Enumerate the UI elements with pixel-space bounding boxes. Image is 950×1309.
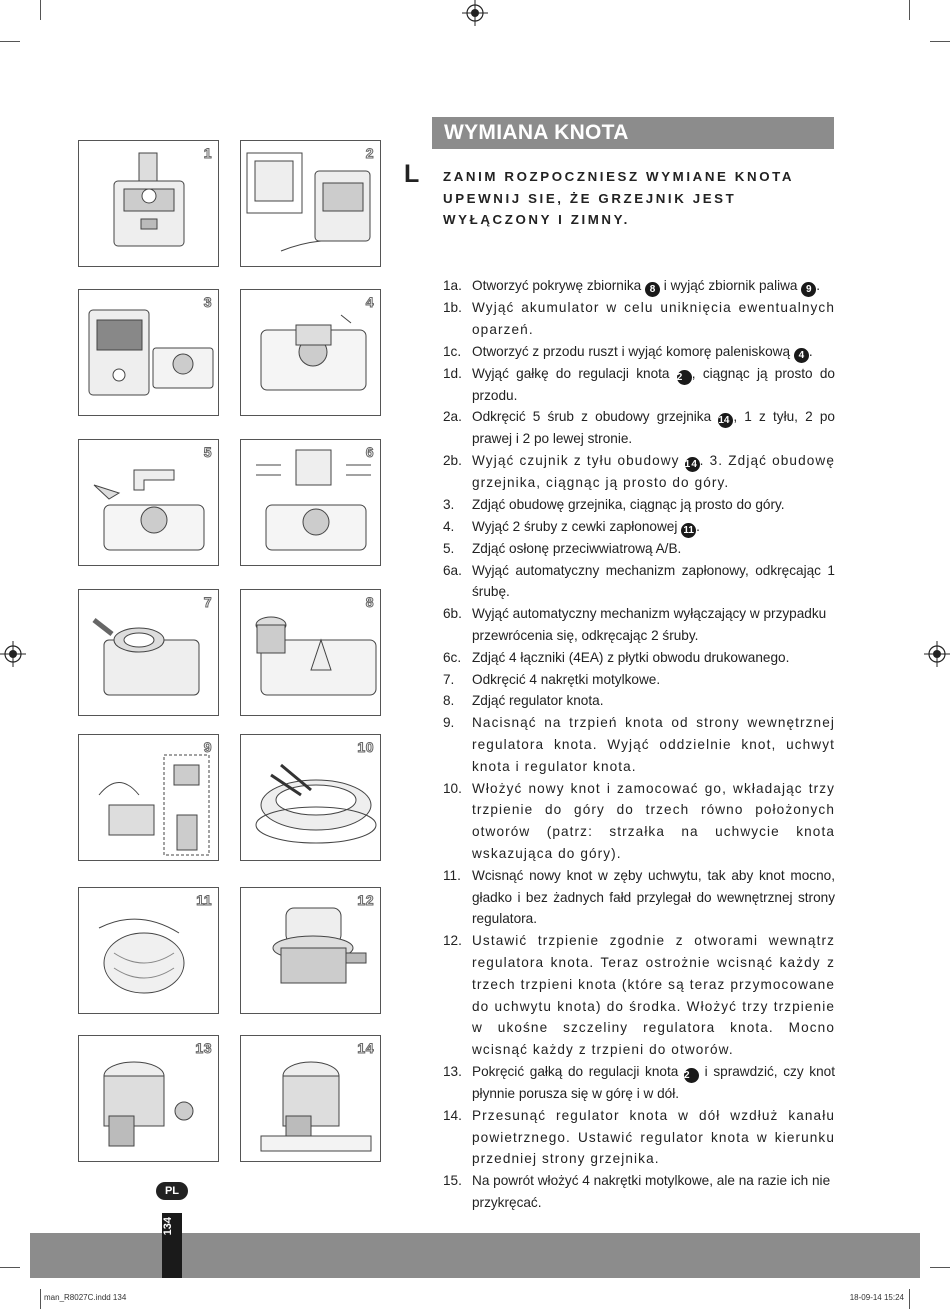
step-text-part: . (816, 278, 821, 293)
step-text-part: Wyjąć automatyczny mechanizm wyłączający w przypadku przewrócenia się, odkręcając 2 śruby. (472, 606, 827, 643)
step-item (443, 275, 835, 297)
step-number: 6a. (443, 562, 462, 578)
step-text-part: Odkręcić 5 śrub z obudowy grzejnika (472, 409, 719, 425)
crop-mark (930, 41, 950, 42)
step-text-part: Wyjąć czujnik z tyłu obudowy (472, 453, 685, 469)
step-text (472, 1105, 835, 1170)
heater-illustration-icon (79, 590, 219, 716)
language-badge: PL (156, 1182, 188, 1200)
component-number-badge: 4 (794, 348, 809, 363)
figure-number: 12 (357, 892, 374, 908)
step-text-part: Wyjąć automatyczny mechanizm zapłonowy, odkręcając 1 śrubę. (472, 562, 835, 600)
figure-panel (240, 734, 381, 861)
warning-text (443, 166, 838, 231)
step-number: 10. (443, 780, 462, 796)
file-slug: man_R8027C.indd 134 (44, 1293, 127, 1302)
figure-number: 14 (357, 1040, 374, 1056)
step-item (443, 1105, 835, 1170)
component-number-badge: 11 (681, 523, 696, 538)
step-text (472, 930, 835, 1061)
component-number-badge: 14 (684, 459, 698, 471)
step-text-part: i sprawdzić, czy knot płynnie porusza się w górę i w dół. (472, 1063, 835, 1101)
step-item (443, 690, 835, 712)
step-number: 1a. (443, 278, 462, 293)
step-item (443, 1170, 835, 1214)
registration-mark-icon (462, 0, 488, 26)
step-item (443, 778, 835, 865)
step-text-part: . 3. Zdjąć obudowę grzejnika, ciągnąc ją prosto do góry. (472, 453, 835, 491)
step-number: 14. (443, 1107, 462, 1123)
step-text (472, 341, 835, 363)
figure-number: 9 (203, 739, 212, 755)
step-text-part: Ustawić trzpienie zgodnie z otworami wewnątrz regulatora knota. Teraz ostrożnie wcisnąć każdy z trzech trzpieni knota (które są teraz przymocowane do uchwytu knota) do środka. Włożyć trzy trzpienie w ukośne szczeliny regulatora knota. Mocno wcisnąć każdy z trzpieni do otworów. (472, 933, 835, 1058)
crop-mark (909, 1289, 910, 1309)
step-number: 4. (443, 518, 455, 534)
step-item (443, 865, 835, 930)
step-number: 3. (443, 496, 455, 512)
component-number-badge: 8 (645, 282, 660, 297)
step-item (443, 1061, 835, 1105)
step-text-part: Na powrót włożyć 4 nakrętki motylkowe, ale na razie ich nie przykręcać. (472, 1173, 831, 1210)
step-text (472, 406, 835, 450)
step-item (443, 669, 835, 691)
figure-number: 1 (203, 145, 212, 161)
step-text-part: . (808, 343, 813, 359)
step-text (472, 778, 835, 865)
heater-illustration-icon (79, 735, 219, 861)
step-text-part: Zdjąć 4 łączniki (4EA) z płytki obwodu drukowanego. (472, 649, 790, 665)
step-text-part: Nacisnąć na trzpień knota od strony wewnętrznej regulatora knota. Wyjąć oddzielnie knot, uchwyt knota i regulator knota. (472, 715, 835, 774)
component-number-badge: 2 (684, 1068, 699, 1083)
step-text (472, 603, 835, 647)
heater-illustration-icon (79, 290, 219, 416)
date-slug: 18-09-14 15:24 (849, 1293, 904, 1302)
heater-illustration-icon (241, 290, 381, 416)
step-item (443, 494, 835, 516)
heater-illustration-icon (79, 440, 219, 566)
page-number: 134 (162, 1217, 174, 1236)
figure-number: 8 (365, 594, 374, 610)
step-text-part: Wcisnąć nowy knot w zęby uchwytu, tak aby knot mocno, gładko i bez żadnych fałd przylegał do wewnętrznej strony regulatora. (472, 867, 835, 927)
figure-number: 5 (203, 444, 212, 460)
figure-panel (240, 289, 381, 416)
step-item (443, 647, 835, 669)
step-text (472, 363, 835, 407)
figure-panel (78, 289, 219, 416)
step-text (472, 275, 835, 297)
figure-panel (240, 1035, 381, 1162)
step-text (472, 712, 835, 777)
step-item (443, 341, 835, 363)
component-number-badge: 14 (718, 413, 733, 428)
step-item (443, 538, 835, 560)
step-text-part: . (696, 518, 700, 534)
step-number: 12. (443, 933, 462, 949)
step-text (472, 494, 835, 516)
step-text-part: Włożyć nowy knot i zamocować go, wkładając trzy trzpienie do góry do trzech równo położonych otworów (patrz: strzałka na uchwycie knota wskazująca do góry). (472, 780, 835, 861)
step-text (472, 450, 835, 494)
warning-letter: L (404, 160, 420, 188)
step-text-part: Zdjąć regulator knota. (472, 693, 604, 709)
step-text-part: Odkręcić 4 nakrętki motylkowe. (472, 671, 661, 687)
figure-number: 4 (365, 294, 374, 310)
step-text (472, 1061, 835, 1105)
heater-illustration-icon (79, 141, 219, 267)
step-number: 1d. (443, 365, 462, 381)
step-item (443, 363, 835, 407)
registration-mark-icon (924, 641, 950, 667)
figure-panel (78, 887, 219, 1014)
figure-panel (240, 589, 381, 716)
step-text-part: , 1 z tyłu, 2 po prawej i 2 po lewej stronie. (472, 409, 835, 447)
step-text (472, 538, 835, 560)
heater-illustration-icon (241, 440, 381, 566)
step-text (472, 516, 835, 538)
step-text (472, 647, 835, 669)
figure-panel (78, 1035, 219, 1162)
figure-number: 11 (196, 892, 212, 908)
step-text-part: Wyjąć 2 śruby z cewki zapłonowej (472, 518, 682, 534)
steps-list (443, 275, 835, 1214)
step-number: 6b. (443, 606, 462, 622)
step-text (472, 690, 835, 712)
step-text-part: Wyjąć gałkę do regulacji knota (472, 365, 677, 381)
step-number: 15. (443, 1173, 462, 1189)
step-number: 11. (443, 867, 461, 883)
figure-number: 2 (365, 145, 374, 161)
step-item (443, 406, 835, 450)
figure-panel (240, 439, 381, 566)
crop-mark (40, 1289, 41, 1309)
step-item (443, 516, 835, 538)
component-number-badge: 2 (677, 370, 692, 385)
step-item (443, 712, 835, 777)
step-item (443, 603, 835, 647)
step-text (472, 297, 835, 341)
warning-line: UPEWNIJ SIE, ŻE GRZEJNIK JEST (443, 190, 737, 206)
step-item (443, 560, 835, 604)
step-text (472, 1170, 835, 1214)
crop-mark (0, 1267, 20, 1268)
step-number: 9. (443, 715, 455, 731)
step-number: 5. (443, 540, 455, 556)
figure-number: 7 (203, 594, 212, 610)
heater-illustration-icon (241, 590, 381, 716)
step-text-part: Wyjąć akumulator w celu uniknięcia ewentualnych oparzeń. (472, 300, 835, 337)
figure-number: 13 (195, 1040, 212, 1056)
warning-line: ZANIM ROZPOCZNIESZ WYMIANE KNOTA (443, 169, 795, 184)
step-item (443, 297, 835, 341)
step-text-part: i wyjąć zbiornik paliwa (660, 278, 802, 293)
registration-mark-icon (0, 641, 26, 667)
figure-panel (78, 439, 219, 566)
figure-panel (78, 589, 219, 716)
figure-panel (78, 140, 219, 267)
step-number: 8. (443, 693, 455, 709)
crop-mark (909, 0, 910, 20)
heater-illustration-icon (241, 141, 381, 267)
figure-panel (240, 887, 381, 1014)
step-number: 1b. (443, 300, 462, 315)
step-number: 1c. (443, 343, 462, 359)
figure-number: 6 (365, 444, 374, 460)
step-item (443, 930, 835, 1061)
figure-panel (78, 734, 219, 861)
step-text-part: Zdjąć obudowę grzejnika, ciągnąc ją prosto do góry. (472, 496, 785, 512)
section-title: WYMIANA KNOTA (432, 117, 834, 149)
warning-line: WYŁĄCZONY I ZIMNY. (443, 212, 630, 227)
component-number-badge: 9 (801, 282, 816, 297)
step-number: 6c. (443, 649, 462, 665)
step-item (443, 450, 835, 494)
figure-number: 3 (203, 294, 212, 310)
step-text-part: Otworzyć pokrywę zbiornika (472, 278, 645, 293)
step-text (472, 865, 835, 930)
step-text-part: Pokręcić gałką do regulacji knota (472, 1063, 684, 1079)
step-number: 13. (443, 1063, 462, 1079)
step-number: 2a. (443, 409, 462, 425)
step-number: 2b. (443, 453, 462, 469)
figure-number: 10 (357, 739, 374, 755)
crop-mark (40, 0, 41, 20)
crop-mark (930, 1267, 950, 1268)
figure-panel (240, 140, 381, 267)
step-text (472, 669, 835, 691)
crop-mark (0, 41, 20, 42)
step-text-part: , ciągnąc ją prosto do przodu. (472, 365, 835, 403)
step-text-part: Otworzyć z przodu ruszt i wyjąć komorę paleniskową (472, 343, 794, 359)
step-text-part: Zdjąć osłonę przeciwwiatrową A/B. (472, 540, 682, 556)
step-text (472, 560, 835, 604)
step-text-part: Przesunąć regulator knota w dół wzdłuż kanału powietrznego. Ustawić regulator knota w kierunku przedniej strony grzejnika. (472, 1107, 835, 1167)
step-number: 7. (443, 671, 455, 687)
